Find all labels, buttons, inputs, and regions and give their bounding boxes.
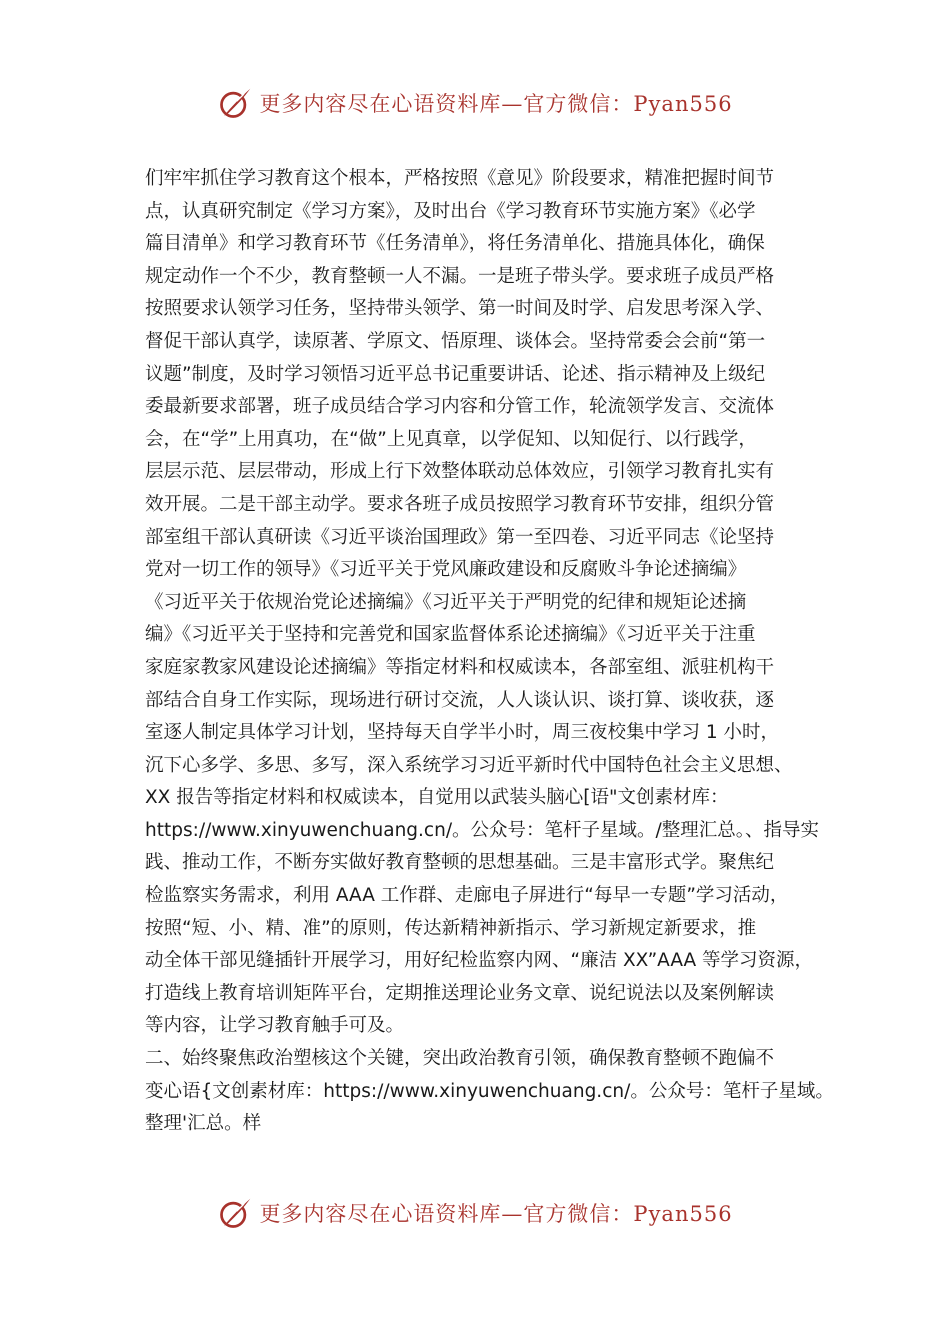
- body-line: 整理'汇总。样: [145, 1113, 262, 1135]
- document-body: [145, 163, 834, 1141]
- header-banner: [0, 83, 950, 123]
- body-line: XX 报告等指定材料和权威读本，自觉用以武装头脑心[语"文创素材库：: [145, 787, 729, 809]
- body-line: 践、推动工作，不断夯实做好教育整顿的思想基础。三是丰富形式学。聚焦纪: [145, 852, 775, 874]
- body-line: 们牢牢抓住学习教育这个根本，严格按照《意见》阶段要求，精准把握时间节: [145, 168, 775, 189]
- body-line: 等内容，让学习教育触手可及。: [145, 1015, 405, 1037]
- body-line: 变心语{文创素材库：https://www.xinyuwenchuang.cn/。公众号：笔杆子星域。: [145, 1080, 834, 1102]
- body-line: 委最新要求部署，班子成员结合学习内容和分管工作，轮流领学发言、交流体: [145, 396, 775, 418]
- body-line: 部结合自身工作实际，现场进行研讨交流，人人谈认识、谈打算、谈收获，逐: [145, 689, 775, 711]
- body-line: 点，认真研究制定《学习方案》，及时出台《学习教育环节实施方案》《必学: [145, 200, 756, 222]
- body-line: 沉下心多学、多思、多写，深入系统学习习近平新时代中国特色社会主义思想、: [145, 754, 793, 776]
- body-line: 室逐人制定具体学习计划，坚持每天自学半小时，周三夜校集中学习 1 小时，: [145, 722, 780, 744]
- quill-logo-icon: [217, 85, 253, 121]
- body-line: 督促干部认真学，读原著、学原文、悟原理、谈体会。坚持常委会会前“第一: [145, 330, 766, 352]
- body-line: 规定动作一个不少，教育整顿一人不漏。一是班子带头学。要求班子成员严格: [145, 265, 775, 287]
- body-line: 动全体干部见缝插针开展学习，用好纪检监察内网、“廉洁 XX”AAA 等学习资源，: [145, 950, 814, 972]
- quill-logo-icon: [217, 1195, 253, 1231]
- body-line: 按照“短、小、精、准”的原则，传达新精神新指示、学习新规定新要求，推: [145, 917, 757, 939]
- body-line: 会，在“学”上用真功，在“做”上见真章，以学促知、以知促行、以行践学，: [145, 428, 757, 450]
- body-line: 层层示范、层层带动，形成上行下效整体联动总体效应，引领学习教育扎实有: [145, 461, 775, 483]
- footer-banner-text: 更多内容尽在心语资料库—官方微信：Pyan556: [259, 1202, 733, 1226]
- body-line: 家庭家教家风建设论述摘编》等指定材料和权威读本，各部室组、派驻机构干: [145, 656, 775, 678]
- body-line: 编》《习近平关于坚持和完善党和国家监督体系论述摘编》《习近平关于注重: [145, 624, 756, 646]
- body-line: 效开展。二是干部主动学。要求各班子成员按照学习教育环节安排，组织分管: [145, 493, 775, 515]
- header-banner-text: 更多内容尽在心语资料库—官方微信：Pyan556: [259, 92, 733, 116]
- body-line: 议题”制度，及时学习领悟习近平总书记重要讲话、论述、指示精神及上级纪: [145, 363, 766, 385]
- body-line: 按照要求认领学习任务，坚持带头领学、第一时间及时学、启发思考深入学、: [145, 298, 775, 320]
- body-line: 打造线上教育培训矩阵平台，定期推送理论业务文章、说纪说法以及案例解读: [145, 982, 775, 1004]
- body-line: 部室组干部认真研读《习近平谈治国理政》第一至四卷、习近平同志《论坚持: [145, 526, 775, 548]
- body-line: 二、始终聚焦政治塑核这个关键，突出政治教育引领，确保教育整顿不跑偏不: [145, 1048, 775, 1070]
- body-line: 党对一切工作的领导》《习近平关于党风廉政建设和反腐败斗争论述摘编》: [145, 559, 747, 581]
- body-line: 检监察实务需求，利用 AAA 工作群、走廊电子屏进行“每早一专题”学习活动，: [145, 885, 789, 907]
- footer-banner: [0, 1193, 950, 1233]
- body-line: 篇目清单》和学习教育环节《任务清单》，将任务清单化、措施具体化，确保: [145, 233, 765, 255]
- body-line: https://www.xinyuwenchuang.cn/。公众号：笔杆子星域。/整理汇总。、指导实: [145, 819, 820, 841]
- body-line: 《习近平关于依规治党论述摘编》《习近平关于严明党的纪律和规矩论述摘: [145, 591, 747, 613]
